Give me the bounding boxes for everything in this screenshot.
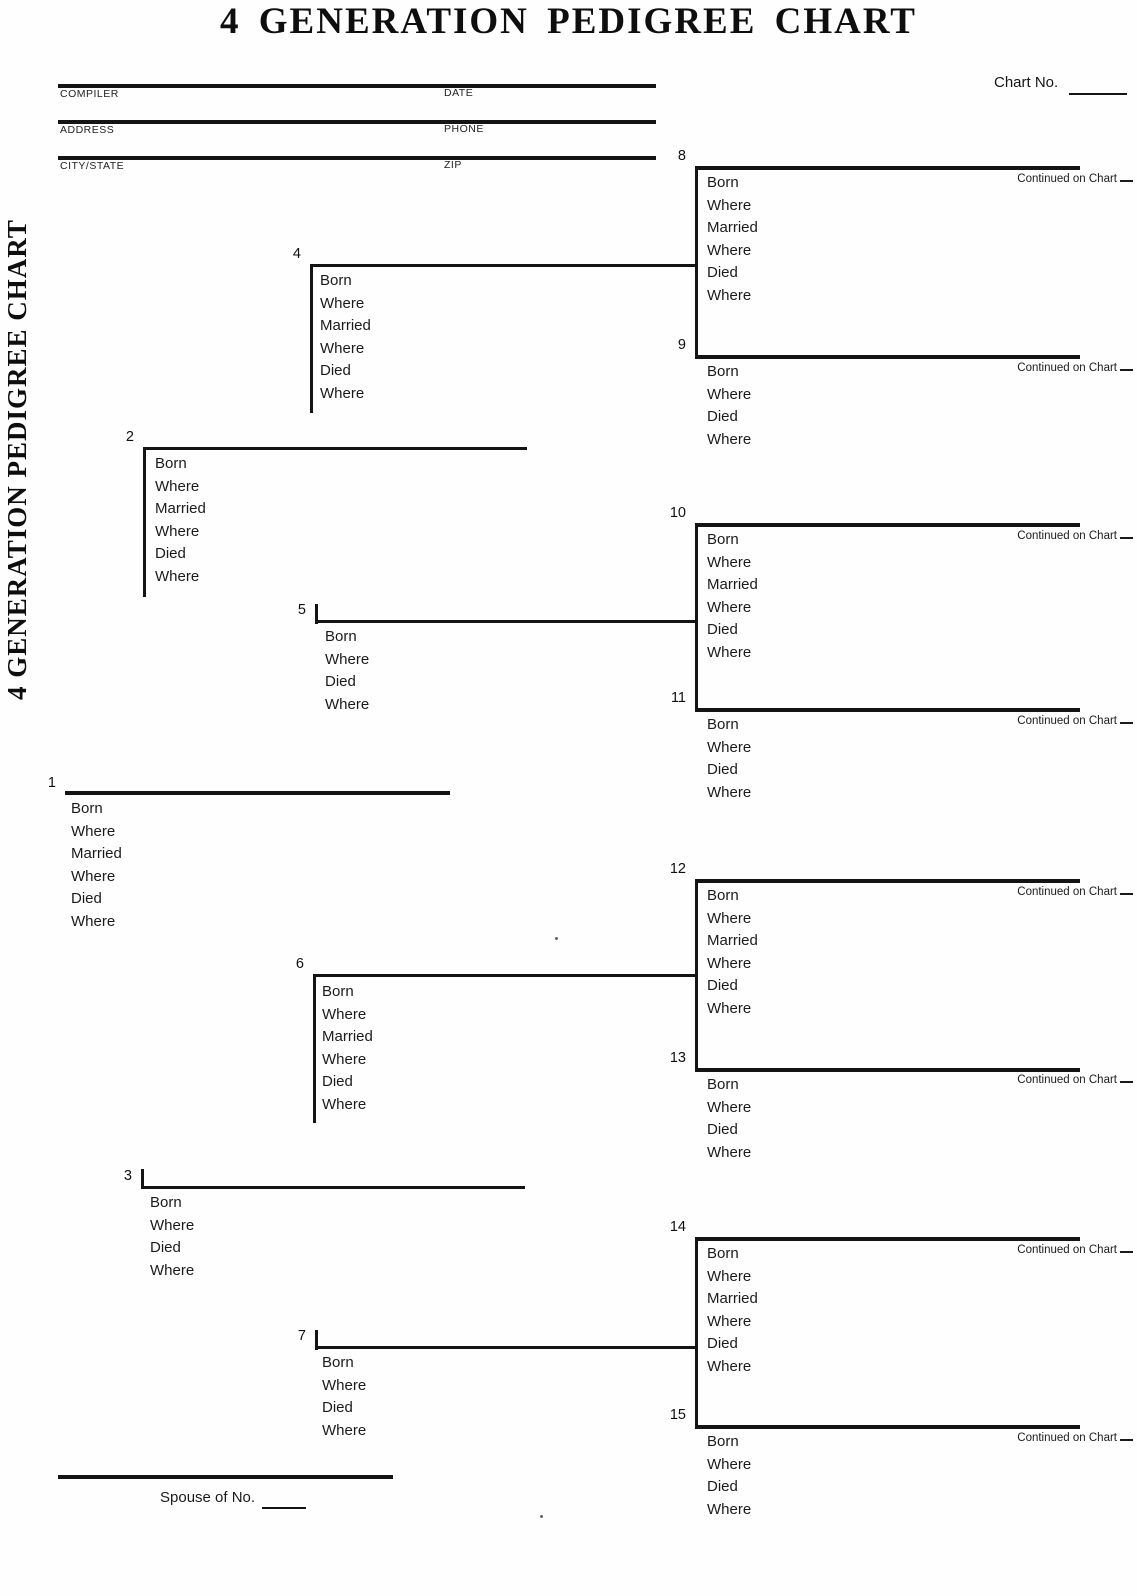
field-label: Where [150,1261,195,1279]
field-labels [707,529,758,664]
field-label: Where [707,909,752,927]
field-label: Where [707,241,752,259]
field-label: Where [320,339,365,357]
field-labels [71,798,122,933]
continued-label: Continued on Chart [1017,715,1117,727]
form-label-address: ADDRESS [60,124,115,136]
form-line-compiler-date [58,84,656,88]
field-label: Where [325,650,370,668]
field-label: Where [707,1500,752,1518]
continued-on-chart [993,360,1133,374]
field-label: Where [155,522,200,540]
scan-speckle [555,937,558,940]
field-label: Where [155,477,200,495]
field-label: Died [707,408,738,425]
ancestor-number: 6 [295,956,304,972]
field-label: Married [707,932,758,949]
field-label: Where [707,1312,752,1330]
ancestor-number: 9 [677,337,686,353]
spouse-of-label: Spouse of No. [160,1489,256,1506]
field-labels [322,981,373,1116]
form-label-compiler: COMPILER [60,88,119,100]
field-label: Died [707,264,738,281]
field-label: Born [322,1354,354,1371]
ancestor-number: 7 [297,1328,306,1344]
connector-line [310,264,313,413]
continued-label: Continued on Chart [1017,530,1117,542]
field-label: Where [707,286,752,304]
field-label: Died [707,1478,738,1495]
name-line [695,523,1080,527]
field-labels [155,453,206,588]
chart-number-blank [1120,1430,1133,1441]
field-label: Born [707,1433,739,1450]
name-line [695,355,1080,359]
name-line [315,620,695,623]
field-label: Died [71,890,102,907]
ancestor-number: 15 [669,1407,686,1423]
bracket-line-8-9 [695,166,698,358]
field-label: Died [320,362,351,379]
field-label: Where [707,553,752,571]
field-label: Died [325,673,356,690]
field-label: Born [320,272,352,289]
ancestor-number: 3 [123,1168,132,1184]
ancestor-number: 4 [292,246,301,262]
continued-on-chart [993,528,1133,542]
continued-label: Continued on Chart [1017,1244,1117,1256]
ancestor-number: 10 [669,505,686,521]
field-label: Where [155,567,200,585]
field-labels [322,1352,366,1442]
field-label: Married [155,500,206,517]
continued-on-chart [993,1072,1133,1086]
continued-on-chart [993,713,1133,727]
continued-on-chart [993,1242,1133,1256]
continued-on-chart [993,884,1133,898]
ancestor-number: 11 [670,690,686,706]
field-label: Where [707,1143,752,1161]
field-labels [707,885,758,1020]
field-label: Died [707,761,738,778]
field-label: Married [707,1290,758,1307]
field-label: Where [322,1050,367,1068]
spouse-number-blank [262,1507,306,1509]
field-label: Born [71,800,103,817]
form-label-phone: PHONE [444,123,484,135]
field-label: Where [707,738,752,756]
field-label: Died [155,545,186,562]
scan-speckle [540,1515,543,1518]
field-label: Where [707,1357,752,1375]
bracket-line-10-11 [695,523,698,711]
field-label: Where [325,695,370,713]
field-label: Where [707,643,752,661]
field-label: Where [322,1376,367,1394]
name-line [695,1237,1080,1241]
ancestor-number: 14 [669,1219,686,1235]
field-label: Died [150,1239,181,1256]
field-label: Where [707,1098,752,1116]
field-label: Where [320,384,365,402]
continued-label: Continued on Chart [1017,362,1117,374]
name-line [695,708,1080,712]
name-line [143,447,527,450]
field-label: Where [707,999,752,1017]
continued-label: Continued on Chart [1017,1074,1117,1086]
form-line-citystate-zip [58,156,656,160]
field-label: Where [71,822,116,840]
field-labels [707,714,751,804]
chart-number-blank [1120,171,1133,182]
spouse-name-line [58,1475,393,1479]
field-labels [150,1192,194,1282]
field-label: Where [322,1005,367,1023]
ancestor-number: 1 [47,775,56,791]
form-line-address-phone [58,120,656,124]
field-label: Where [320,294,365,312]
field-label: Where [150,1216,195,1234]
chart-no-label: Chart No. [994,74,1059,91]
field-label: Where [71,912,116,930]
form-label-zip: ZIP [444,159,462,171]
bracket-line-14-15 [695,1237,698,1428]
form-label-date: DATE [444,87,474,99]
name-line [315,1346,695,1349]
connector-line [143,447,146,597]
field-label: Where [71,867,116,885]
field-label: Born [707,1076,739,1093]
field-label: Where [322,1421,367,1439]
field-label: Married [71,845,122,862]
chart-number-blank [1120,360,1133,371]
continued-label: Continued on Chart [1017,173,1117,185]
field-labels [707,172,758,307]
page-title: 4 GENERATION PEDIGREE CHART [220,1,917,42]
field-label: Born [322,983,354,1000]
ancestor-number: 8 [677,148,686,164]
name-line [65,791,450,795]
field-label: Where [707,430,752,448]
field-labels [707,1431,751,1521]
ancestor-number: 12 [669,861,686,877]
chart-no-blank-line [1069,93,1127,95]
field-label: Where [707,1455,752,1473]
field-label: Where [707,1267,752,1285]
name-line [695,166,1080,170]
field-label: Died [707,1121,738,1138]
field-labels [320,270,371,405]
field-label: Where [707,783,752,801]
field-label: Married [320,317,371,334]
field-labels [707,361,751,451]
bracket-line-12-13 [695,879,698,1071]
chart-number-blank [1120,528,1133,539]
field-label: Married [707,576,758,593]
field-label: Died [707,1335,738,1352]
ancestor-number: 5 [297,602,306,618]
chart-number-blank [1120,1242,1133,1253]
chart-number-blank [1120,1072,1133,1083]
field-label: Born [155,455,187,472]
field-label: Died [707,977,738,994]
sidebar-vertical-title: 4 GENERATION PEDIGREE CHART [2,219,32,700]
field-label: Where [707,598,752,616]
field-label: Married [322,1028,373,1045]
field-label: Died [322,1399,353,1416]
field-label: Born [150,1194,182,1211]
continued-label: Continued on Chart [1017,1432,1117,1444]
ancestor-number: 2 [125,429,134,445]
field-label: Born [707,1245,739,1262]
field-label: Where [707,196,752,214]
field-label: Born [707,716,739,733]
field-label: Married [707,219,758,236]
chart-number-blank [1120,713,1133,724]
continued-label: Continued on Chart [1017,886,1117,898]
name-line [313,974,695,977]
field-label: Born [707,363,739,380]
ancestor-number: 13 [669,1050,686,1066]
field-label: Died [707,621,738,638]
form-label-citystate: CITY/STATE [60,160,125,172]
field-label: Where [322,1095,367,1113]
field-label: Where [707,385,752,403]
name-line [141,1186,525,1189]
field-label: Born [325,628,357,645]
field-label: Born [707,174,739,191]
chart-number-blank [1120,884,1133,895]
field-label: Died [322,1073,353,1090]
continued-on-chart [993,171,1133,185]
continued-on-chart [993,1430,1133,1444]
name-line [695,1425,1080,1429]
field-label: Where [707,954,752,972]
name-line [310,264,695,267]
connector-line [313,974,316,1123]
field-labels [707,1074,751,1164]
field-labels [707,1243,758,1378]
field-label: Born [707,887,739,904]
field-label: Born [707,531,739,548]
name-line [695,879,1080,883]
field-labels [325,626,369,716]
